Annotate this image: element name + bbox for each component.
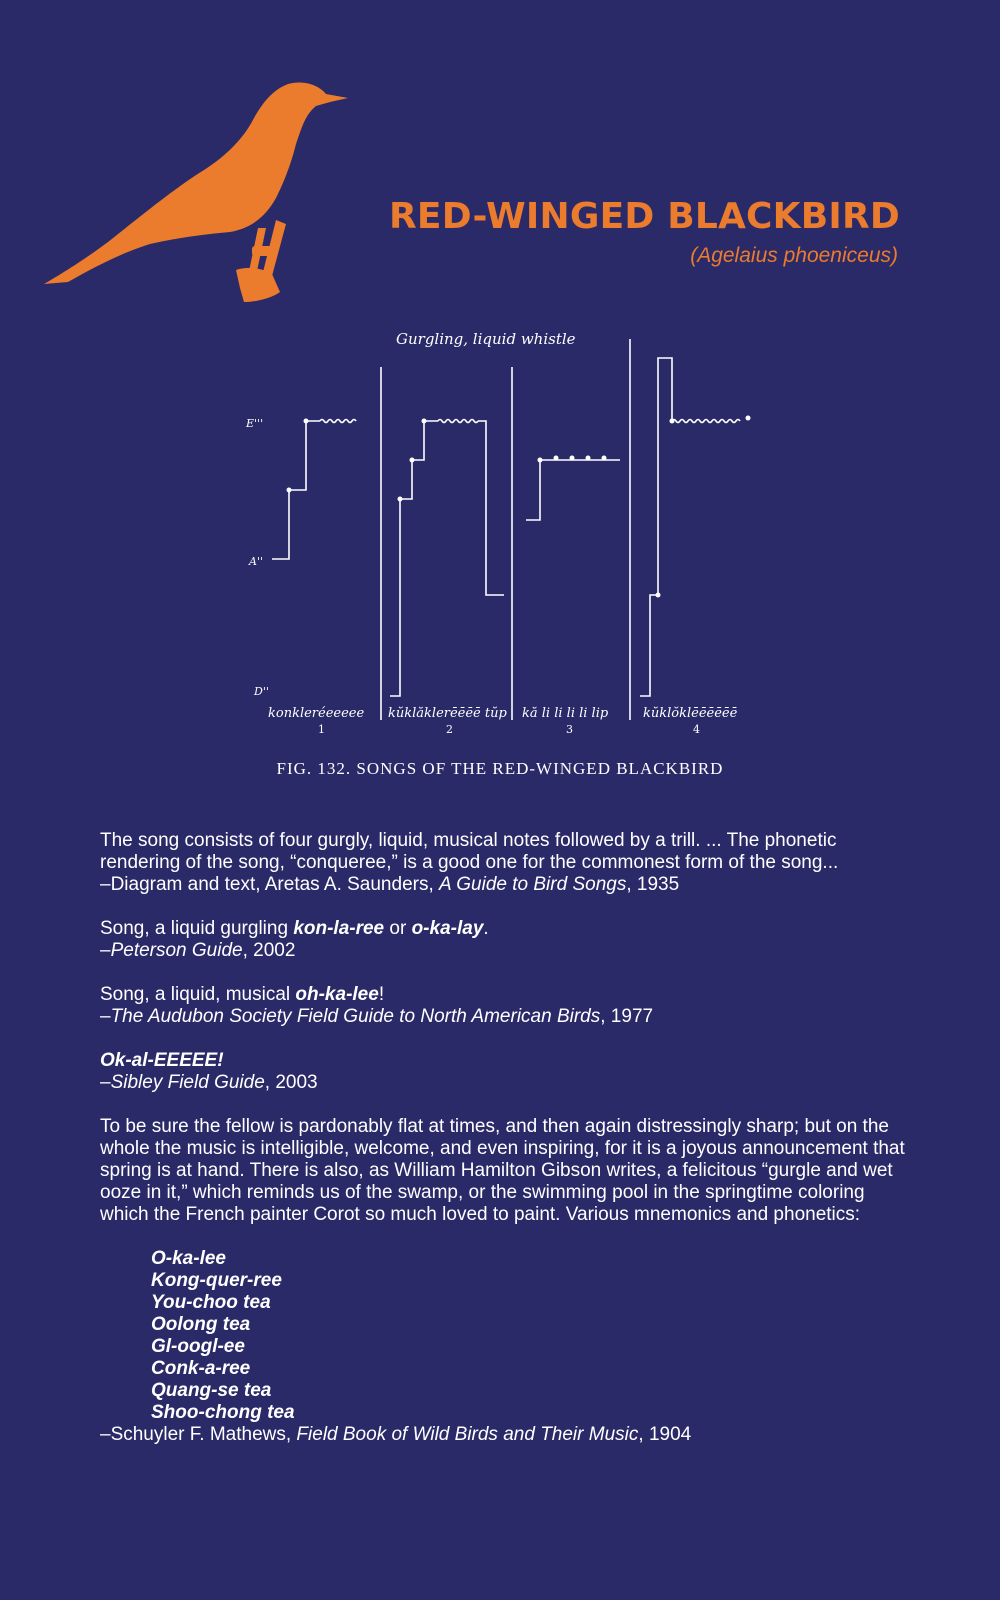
phonetic: o-ka-lay bbox=[411, 918, 484, 939]
song-1-trace bbox=[272, 421, 320, 559]
song-4-trill bbox=[672, 420, 740, 423]
scientific-name: (Agelaius phoeniceus) bbox=[690, 244, 898, 267]
figure-caption: FIG. 132. SONGS OF THE RED-WINGED BLACKBIRD bbox=[276, 759, 724, 778]
quote-saunders: The song consists of four gurgly, liquid, musical notes followed by a trill. ... The phonetic rendering of the song, “conqueree,” is a good one for the commonest form of the song... –Diagram and text, Aretas A. Saunders, A Guide to Bird Songs, 1935 bbox=[100, 830, 910, 896]
mnemonics-list bbox=[100, 1248, 910, 1424]
song-2-syllables: kŭklăklerēēēē tŭp bbox=[388, 706, 507, 721]
quote-mathews: To be sure the fellow is pardonably flat at times, and then again distressingly sharp; but on the whole the music is intelligible, welcome, and even inspiring, for it is a joyous announcement that spring is at hand. There is also, as William Hamilton Gibson writes, a felicitous “gurgle and wet ooze in it,” which reminds us of the swamp, or the swimming pool in the springtime coloring which the French painter Corot so much loved to paint. Various mnemonics and phonetics: bbox=[100, 1116, 905, 1225]
quotes-section bbox=[100, 830, 910, 1468]
song-1-trill bbox=[320, 420, 356, 423]
song-3-number: 3 bbox=[566, 723, 573, 736]
mnemonic-item: O-ka-lee bbox=[151, 1248, 226, 1269]
attribution: –Schuyler F. Mathews, Field Book of Wild Birds and Their Music, 1904 bbox=[100, 1424, 692, 1445]
phonetic: kon-la-ree bbox=[293, 918, 385, 939]
mnemonic-item: You-choo tea bbox=[151, 1292, 271, 1313]
pitch-label-d: D'' bbox=[254, 685, 269, 698]
diagram-heading: Gurgling, liquid whistle bbox=[396, 330, 576, 348]
song-2-tail bbox=[478, 421, 504, 595]
pitch-label-e: E''' bbox=[246, 417, 264, 430]
pitch-label-a: A'' bbox=[249, 555, 263, 568]
page-title: RED-WINGED BLACKBIRD bbox=[389, 196, 900, 237]
mnemonic-item: Conk-a-ree bbox=[151, 1358, 251, 1379]
phonetic: oh-ka-lee bbox=[295, 984, 379, 1005]
song-2-trace bbox=[390, 421, 438, 696]
song-diagram bbox=[0, 325, 1000, 745]
song-1-number: 1 bbox=[318, 723, 325, 736]
song-3-trace bbox=[526, 460, 620, 520]
song-3-syllables: kă li li li li lip bbox=[522, 706, 609, 721]
attribution: –Diagram and text, Aretas A. Saunders, A Guide to Bird Songs, 1935 bbox=[100, 874, 680, 895]
quote-peterson: Song, a liquid gurgling kon-la-ree or o-ka-lay. –Peterson Guide, 2002 bbox=[100, 918, 910, 962]
attribution: –Peterson Guide, 2002 bbox=[100, 940, 296, 961]
song-2-trill bbox=[438, 420, 478, 423]
phonetic: Ok-al-EEEEE! bbox=[100, 1050, 224, 1071]
song-2-number: 2 bbox=[446, 723, 453, 736]
mnemonic-item: Oolong tea bbox=[151, 1314, 251, 1335]
mnemonic-item: Gl-oogl-ee bbox=[151, 1336, 245, 1357]
song-1-syllables: konkleréeeeee bbox=[268, 706, 365, 721]
song-4-syllables: kŭklŏklēēēēēē bbox=[643, 706, 738, 721]
mnemonic-item: Shoo-chong tea bbox=[151, 1402, 295, 1423]
song-4-trace bbox=[640, 358, 672, 696]
mnemonic-item: Kong-quer-ree bbox=[151, 1270, 282, 1291]
quote-audubon: Song, a liquid, musical oh-ka-lee! –The Audubon Society Field Guide to North American Birds, 1977 bbox=[100, 984, 910, 1028]
attribution: –Sibley Field Guide, 2003 bbox=[100, 1072, 318, 1093]
song-4-number: 4 bbox=[693, 723, 700, 736]
bird-silhouette-icon bbox=[40, 70, 360, 320]
attribution: –The Audubon Society Field Guide to North American Birds, 1977 bbox=[100, 1006, 654, 1027]
mnemonic-item: Quang-se tea bbox=[151, 1380, 272, 1401]
quote-sibley bbox=[100, 1050, 910, 1094]
